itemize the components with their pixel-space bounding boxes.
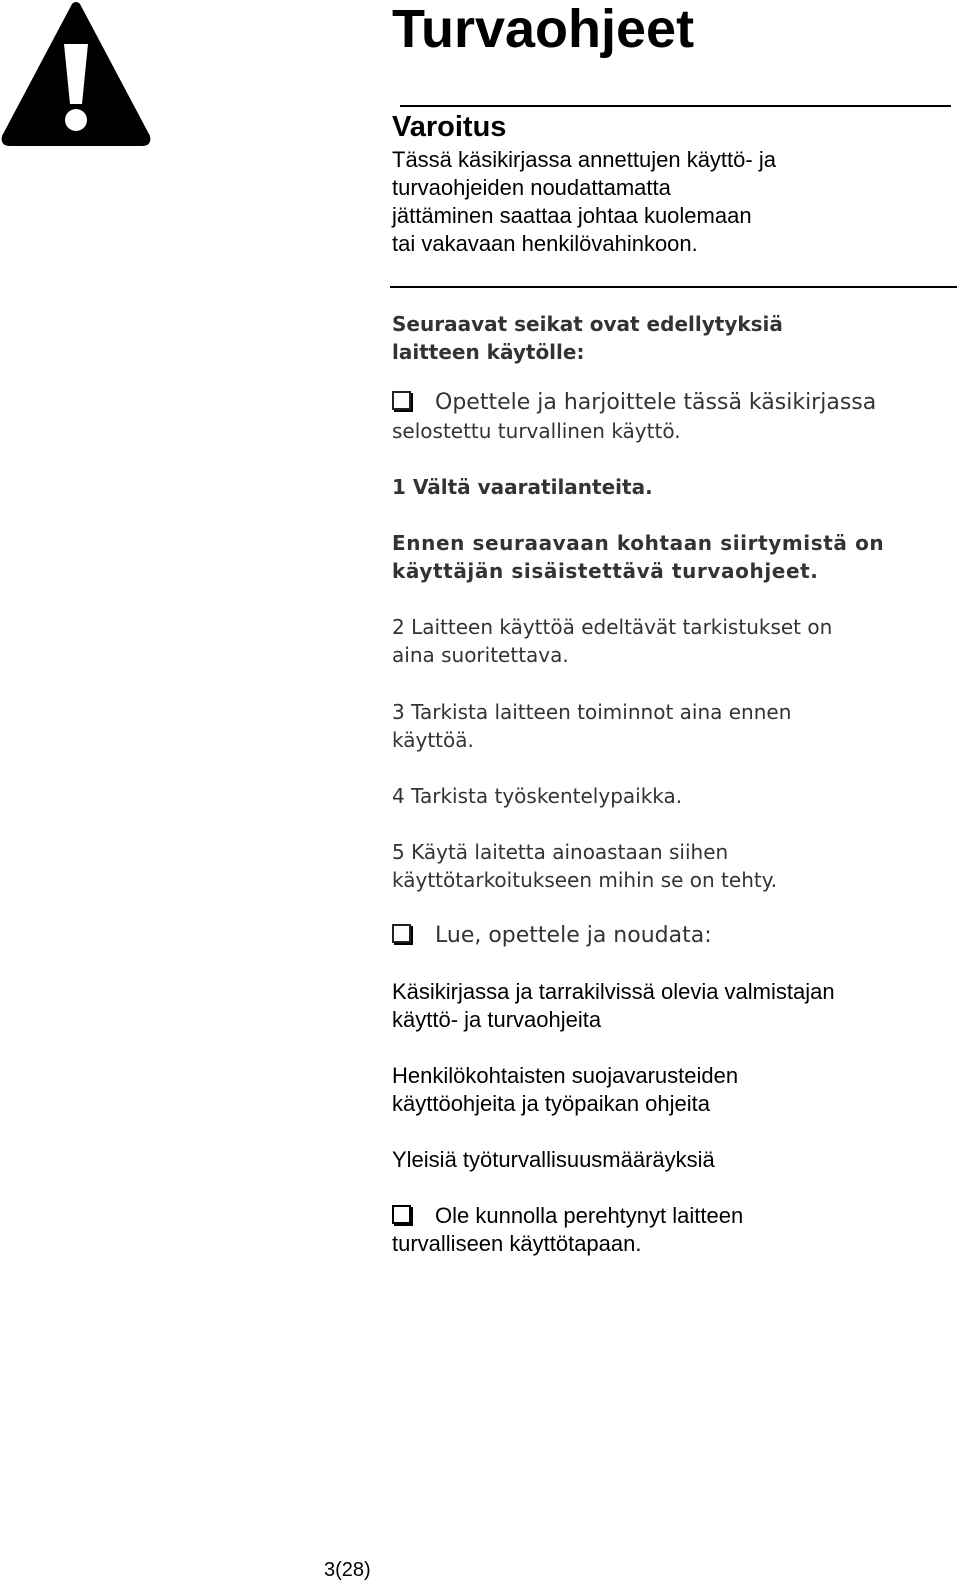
warning-line-2: turvaohjeiden noudattamatta	[392, 175, 671, 200]
read-item-2-line-2: käyttöohjeita ja työpaikan ohjeita	[392, 1091, 710, 1116]
checklist-item-2-label: Lue, opettele ja noudata:	[435, 923, 712, 948]
page-number: 3(28)	[324, 1559, 371, 1581]
checklist-item-2	[392, 922, 712, 950]
warning-line-1: Tässä käsikirjassa annettujen käyttö- ja	[392, 147, 776, 172]
preconditions-line-2: laitteen käytölle:	[392, 340, 585, 364]
checkbox-icon	[392, 391, 411, 410]
step-2-line-2: aina suoritettava.	[392, 643, 569, 667]
step-3-line-2: käyttöä.	[392, 728, 474, 752]
divider-top	[400, 105, 951, 107]
read-item-3: Yleisiä työturvallisuusmääräyksiä	[392, 1147, 715, 1172]
checkbox-icon	[392, 1205, 411, 1224]
page-title: Turvaohjeet	[392, 0, 695, 59]
notice-line-1: Ennen seuraavaan kohtaan siirtymistä on	[392, 531, 885, 555]
checklist-item-1-line-1: Opettele ja harjoittele tässä käsikirjassa	[435, 390, 877, 415]
warning-heading: Varoitus	[392, 111, 507, 143]
checklist-item-1	[392, 389, 876, 417]
checklist-item-3-line-2: turvalliseen käyttötapaan.	[392, 1231, 642, 1256]
checklist-item-3-line-1: Ole kunnolla perehtynyt laitteen	[435, 1203, 744, 1228]
checkbox-icon	[392, 924, 411, 943]
step-5-line-2: käyttötarkoitukseen mihin se on tehty.	[392, 868, 778, 892]
step-3-line-1: 3 Tarkista laitteen toiminnot aina ennen	[392, 700, 792, 724]
checklist-item-1-line-2: selostettu turvallinen käyttö.	[392, 419, 681, 443]
divider-middle	[390, 286, 957, 288]
step-2-line-1: 2 Laitteen käyttöä edeltävät tarkistukset on	[392, 615, 833, 639]
warning-line-4: tai vakavaan henkilövahinkoon.	[392, 231, 698, 256]
read-item-2-line-1: Henkilökohtaisten suojavarusteiden	[392, 1063, 739, 1088]
step-1: 1 Vältä vaaratilanteita.	[392, 475, 653, 499]
read-item-1-line-2: käyttö- ja turvaohjeita	[392, 1007, 602, 1032]
read-item-1-line-1: Käsikirjassa ja tarrakilvissä olevia valmistajan	[392, 979, 835, 1004]
preconditions-line-1: Seuraavat seikat ovat edellytyksiä	[392, 312, 783, 336]
step-5-line-1: 5 Käytä laitetta ainoastaan siihen	[392, 840, 729, 864]
step-4: 4 Tarkista työskentelypaikka.	[392, 784, 683, 808]
notice-line-2: käyttäjän sisäistettävä turvaohjeet.	[392, 559, 819, 583]
warning-triangle-icon	[0, 0, 152, 150]
warning-line-3: jättäminen saattaa johtaa kuolemaan	[392, 203, 752, 228]
checklist-item-3	[392, 1202, 743, 1230]
